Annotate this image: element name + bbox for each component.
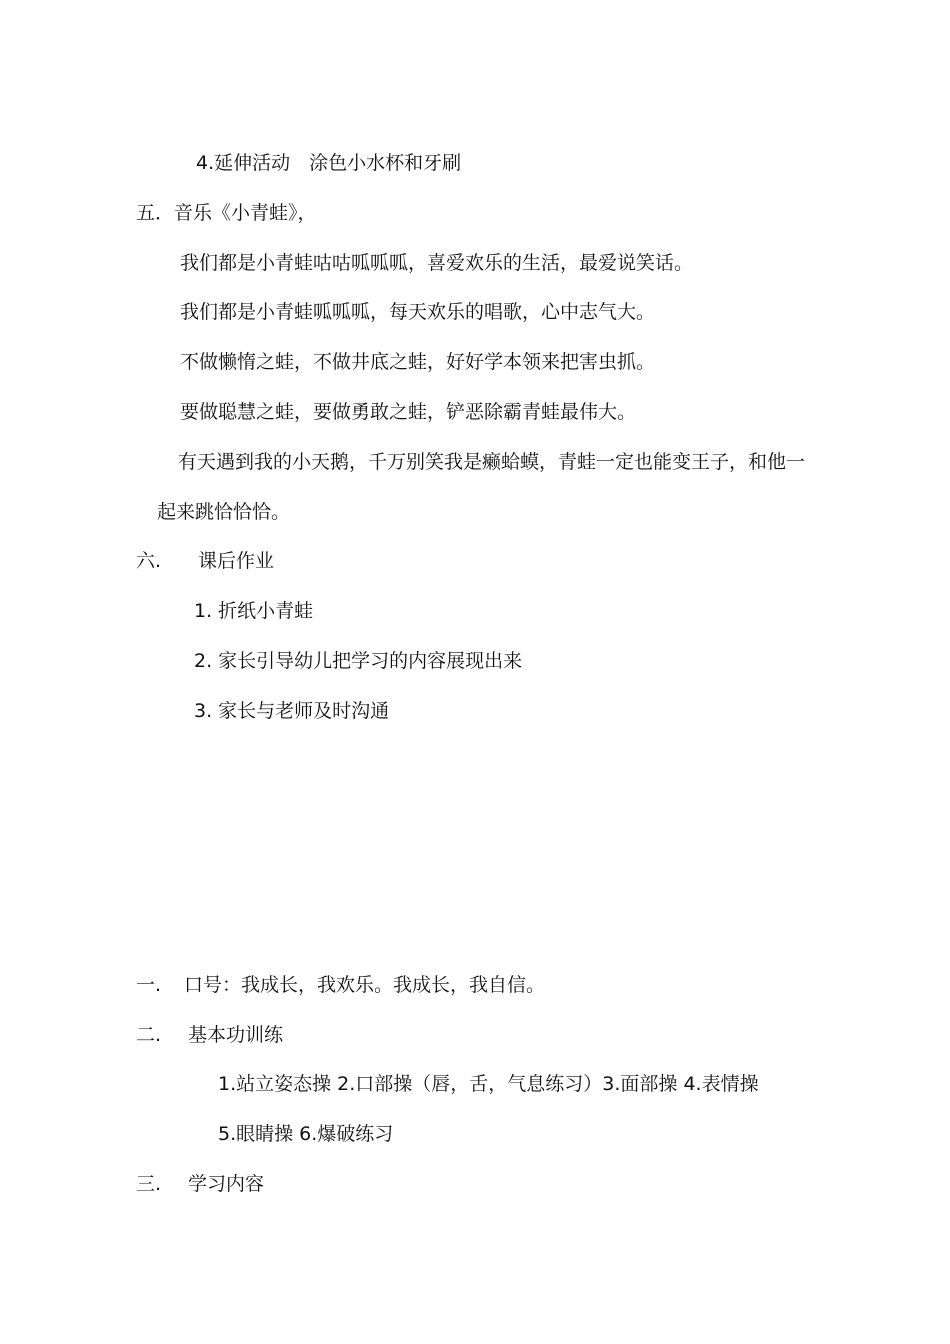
lyric-line-5: 有天遇到我的小天鹅，千万别笑我是癞蛤蟆，青蛙一定也能变王子，和他一	[178, 451, 806, 473]
lyric-line-1: 我们都是小青蛙咕咕呱呱呱，喜爱欢乐的生活，最爱说笑话。	[180, 252, 694, 274]
lyric-line-4: 要做聪慧之蛙，要做勇敢之蛙，铲恶除霸青蛙最伟大。	[180, 401, 637, 423]
lyric-line-5-continued: 起来跳恰恰恰。	[157, 501, 291, 523]
training-list-line-1: 1.站立姿态操 2.口部操（唇，舌，气息练习）3.面部操 4.表情操	[218, 1073, 759, 1095]
section-6-title: 课后作业	[198, 550, 275, 572]
training-list-line-2: 5.眼睛操 6.爆破练习	[218, 1123, 394, 1145]
homework-item-2: 2. 家长引导幼儿把学习的内容展现出来	[194, 650, 523, 672]
lesson-item-3-number: 三.	[136, 1173, 162, 1195]
extension-activity-line: 4.延伸活动 涂色小水杯和牙刷	[196, 152, 462, 174]
lesson-item-1-number: 一.	[136, 974, 162, 996]
lesson-item-2-number: 二.	[136, 1024, 162, 1046]
homework-item-3: 3. 家长与老师及时沟通	[194, 700, 390, 722]
section-6-number: 六.	[136, 550, 162, 572]
slogan-line: 口号：我成长，我欢乐。我成长，我自信。	[184, 974, 546, 996]
lyric-line-2: 我们都是小青蛙呱呱呱，每天欢乐的唱歌，心中志气大。	[180, 301, 656, 323]
learning-content-heading: 学习内容	[188, 1173, 265, 1195]
section-5-heading: 五．音乐《小青蛙》，	[136, 202, 317, 224]
lyric-line-3: 不做懒惰之蛙，不做井底之蛙，好好学本领来把害虫抓。	[180, 351, 656, 373]
homework-item-1: 1. 折纸小青蛙	[194, 600, 314, 622]
basic-training-heading: 基本功训练	[188, 1024, 284, 1046]
